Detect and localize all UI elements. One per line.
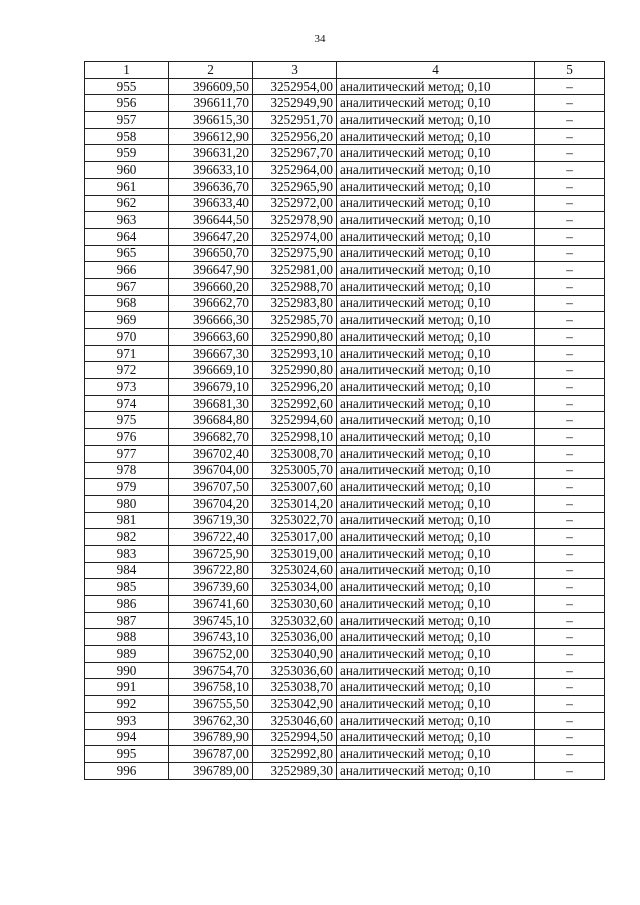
point-number-cell: 962 xyxy=(85,195,169,212)
y-coordinate-cell: 3252975,90 xyxy=(253,245,337,262)
x-coordinate-cell: 396702,40 xyxy=(169,445,253,462)
y-coordinate-cell: 3252965,90 xyxy=(253,178,337,195)
y-coordinate-cell: 3253022,70 xyxy=(253,512,337,529)
point-number-cell: 969 xyxy=(85,312,169,329)
note-cell: – xyxy=(535,746,605,763)
x-coordinate-cell: 396666,30 xyxy=(169,312,253,329)
point-number-cell: 955 xyxy=(85,78,169,95)
y-coordinate-cell: 3253036,60 xyxy=(253,662,337,679)
point-number-cell: 979 xyxy=(85,479,169,496)
point-number-cell: 960 xyxy=(85,162,169,179)
point-number-cell: 987 xyxy=(85,612,169,629)
coordinates-table xyxy=(84,61,605,780)
x-coordinate-cell: 396752,00 xyxy=(169,646,253,663)
table-row xyxy=(85,278,605,295)
y-coordinate-cell: 3252985,70 xyxy=(253,312,337,329)
point-number-cell: 982 xyxy=(85,529,169,546)
point-number-cell: 972 xyxy=(85,362,169,379)
method-accuracy-cell: аналитический метод; 0,10 xyxy=(337,612,535,629)
note-cell: – xyxy=(535,78,605,95)
y-coordinate-cell: 3253034,00 xyxy=(253,579,337,596)
method-accuracy-cell: аналитический метод; 0,10 xyxy=(337,95,535,112)
method-accuracy-cell: аналитический метод; 0,10 xyxy=(337,696,535,713)
table-body xyxy=(85,78,605,779)
table-row xyxy=(85,462,605,479)
table-row xyxy=(85,295,605,312)
note-cell: – xyxy=(535,178,605,195)
point-number-cell: 978 xyxy=(85,462,169,479)
note-cell: – xyxy=(535,762,605,779)
table-row xyxy=(85,612,605,629)
table-row xyxy=(85,162,605,179)
x-coordinate-cell: 396611,70 xyxy=(169,95,253,112)
table-row xyxy=(85,512,605,529)
x-coordinate-cell: 396722,80 xyxy=(169,562,253,579)
point-number-cell: 992 xyxy=(85,696,169,713)
point-number-cell: 964 xyxy=(85,228,169,245)
method-accuracy-cell: аналитический метод; 0,10 xyxy=(337,112,535,129)
x-coordinate-cell: 396704,20 xyxy=(169,495,253,512)
method-accuracy-cell: аналитический метод; 0,10 xyxy=(337,379,535,396)
method-accuracy-cell: аналитический метод; 0,10 xyxy=(337,195,535,212)
table-row xyxy=(85,78,605,95)
x-coordinate-cell: 396725,90 xyxy=(169,545,253,562)
point-number-cell: 991 xyxy=(85,679,169,696)
note-cell: – xyxy=(535,662,605,679)
y-coordinate-cell: 3253036,00 xyxy=(253,629,337,646)
point-number-cell: 957 xyxy=(85,112,169,129)
method-accuracy-cell: аналитический метод; 0,10 xyxy=(337,278,535,295)
point-number-cell: 961 xyxy=(85,178,169,195)
method-accuracy-cell: аналитический метод; 0,10 xyxy=(337,329,535,346)
note-cell: – xyxy=(535,345,605,362)
table-row xyxy=(85,379,605,396)
point-number-cell: 995 xyxy=(85,746,169,763)
table-row xyxy=(85,762,605,779)
method-accuracy-cell: аналитический метод; 0,10 xyxy=(337,596,535,613)
method-accuracy-cell: аналитический метод; 0,10 xyxy=(337,479,535,496)
note-cell: – xyxy=(535,562,605,579)
note-cell: – xyxy=(535,312,605,329)
x-coordinate-cell: 396612,90 xyxy=(169,128,253,145)
y-coordinate-cell: 3252951,70 xyxy=(253,112,337,129)
y-coordinate-cell: 3252964,00 xyxy=(253,162,337,179)
point-number-cell: 981 xyxy=(85,512,169,529)
y-coordinate-cell: 3253019,00 xyxy=(253,545,337,562)
method-accuracy-cell: аналитический метод; 0,10 xyxy=(337,562,535,579)
method-accuracy-cell: аналитический метод; 0,10 xyxy=(337,495,535,512)
note-cell: – xyxy=(535,462,605,479)
point-number-cell: 973 xyxy=(85,379,169,396)
y-coordinate-cell: 3252996,20 xyxy=(253,379,337,396)
y-coordinate-cell: 3252994,60 xyxy=(253,412,337,429)
note-cell: – xyxy=(535,395,605,412)
method-accuracy-cell: аналитический метод; 0,10 xyxy=(337,128,535,145)
note-cell: – xyxy=(535,329,605,346)
column-header-3: 3 xyxy=(253,62,337,79)
point-number-cell: 967 xyxy=(85,278,169,295)
y-coordinate-cell: 3253008,70 xyxy=(253,445,337,462)
x-coordinate-cell: 396704,00 xyxy=(169,462,253,479)
table-row xyxy=(85,479,605,496)
table-row xyxy=(85,362,605,379)
table-row xyxy=(85,596,605,613)
method-accuracy-cell: аналитический метод; 0,10 xyxy=(337,312,535,329)
y-coordinate-cell: 3252993,10 xyxy=(253,345,337,362)
table-row xyxy=(85,195,605,212)
note-cell: – xyxy=(535,512,605,529)
point-number-cell: 970 xyxy=(85,329,169,346)
table-row xyxy=(85,262,605,279)
note-cell: – xyxy=(535,212,605,229)
y-coordinate-cell: 3252998,10 xyxy=(253,429,337,446)
method-accuracy-cell: аналитический метод; 0,10 xyxy=(337,429,535,446)
x-coordinate-cell: 396762,30 xyxy=(169,712,253,729)
table-row xyxy=(85,729,605,746)
point-number-cell: 990 xyxy=(85,662,169,679)
y-coordinate-cell: 3252992,60 xyxy=(253,395,337,412)
x-coordinate-cell: 396754,70 xyxy=(169,662,253,679)
x-coordinate-cell: 396741,60 xyxy=(169,596,253,613)
y-coordinate-cell: 3253038,70 xyxy=(253,679,337,696)
x-coordinate-cell: 396650,70 xyxy=(169,245,253,262)
method-accuracy-cell: аналитический метод; 0,10 xyxy=(337,78,535,95)
y-coordinate-cell: 3252978,90 xyxy=(253,212,337,229)
note-cell: – xyxy=(535,162,605,179)
note-cell: – xyxy=(535,679,605,696)
table-row xyxy=(85,562,605,579)
method-accuracy-cell: аналитический метод; 0,10 xyxy=(337,712,535,729)
point-number-cell: 984 xyxy=(85,562,169,579)
x-coordinate-cell: 396745,10 xyxy=(169,612,253,629)
y-coordinate-cell: 3252994,50 xyxy=(253,729,337,746)
y-coordinate-cell: 3253005,70 xyxy=(253,462,337,479)
x-coordinate-cell: 396758,10 xyxy=(169,679,253,696)
x-coordinate-cell: 396609,50 xyxy=(169,78,253,95)
note-cell: – xyxy=(535,545,605,562)
x-coordinate-cell: 396679,10 xyxy=(169,379,253,396)
table-row xyxy=(85,412,605,429)
note-cell: – xyxy=(535,429,605,446)
table-row xyxy=(85,746,605,763)
table-row xyxy=(85,312,605,329)
method-accuracy-cell: аналитический метод; 0,10 xyxy=(337,746,535,763)
method-accuracy-cell: аналитический метод; 0,10 xyxy=(337,445,535,462)
y-coordinate-cell: 3253030,60 xyxy=(253,596,337,613)
method-accuracy-cell: аналитический метод; 0,10 xyxy=(337,629,535,646)
point-number-cell: 986 xyxy=(85,596,169,613)
x-coordinate-cell: 396755,50 xyxy=(169,696,253,713)
note-cell: – xyxy=(535,445,605,462)
table-row xyxy=(85,178,605,195)
x-coordinate-cell: 396647,90 xyxy=(169,262,253,279)
note-cell: – xyxy=(535,479,605,496)
x-coordinate-cell: 396787,00 xyxy=(169,746,253,763)
y-coordinate-cell: 3252974,00 xyxy=(253,228,337,245)
y-coordinate-cell: 3252990,80 xyxy=(253,329,337,346)
note-cell: – xyxy=(535,579,605,596)
note-cell: – xyxy=(535,278,605,295)
table-row xyxy=(85,429,605,446)
table-row xyxy=(85,228,605,245)
y-coordinate-cell: 3253042,90 xyxy=(253,696,337,713)
note-cell: – xyxy=(535,362,605,379)
note-cell: – xyxy=(535,262,605,279)
method-accuracy-cell: аналитический метод; 0,10 xyxy=(337,178,535,195)
y-coordinate-cell: 3252949,90 xyxy=(253,95,337,112)
y-coordinate-cell: 3253014,20 xyxy=(253,495,337,512)
table-row xyxy=(85,128,605,145)
x-coordinate-cell: 396644,50 xyxy=(169,212,253,229)
x-coordinate-cell: 396669,10 xyxy=(169,362,253,379)
note-cell: – xyxy=(535,612,605,629)
y-coordinate-cell: 3252990,80 xyxy=(253,362,337,379)
method-accuracy-cell: аналитический метод; 0,10 xyxy=(337,646,535,663)
x-coordinate-cell: 396789,90 xyxy=(169,729,253,746)
y-coordinate-cell: 3253007,60 xyxy=(253,479,337,496)
point-number-cell: 977 xyxy=(85,445,169,462)
method-accuracy-cell: аналитический метод; 0,10 xyxy=(337,462,535,479)
point-number-cell: 958 xyxy=(85,128,169,145)
point-number-cell: 989 xyxy=(85,646,169,663)
table-row xyxy=(85,245,605,262)
note-cell: – xyxy=(535,112,605,129)
x-coordinate-cell: 396739,60 xyxy=(169,579,253,596)
y-coordinate-cell: 3252992,80 xyxy=(253,746,337,763)
point-number-cell: 963 xyxy=(85,212,169,229)
point-number-cell: 971 xyxy=(85,345,169,362)
y-coordinate-cell: 3252972,00 xyxy=(253,195,337,212)
point-number-cell: 968 xyxy=(85,295,169,312)
y-coordinate-cell: 3252988,70 xyxy=(253,278,337,295)
x-coordinate-cell: 396719,30 xyxy=(169,512,253,529)
method-accuracy-cell: аналитический метод; 0,10 xyxy=(337,512,535,529)
note-cell: – xyxy=(535,712,605,729)
point-number-cell: 956 xyxy=(85,95,169,112)
table-row xyxy=(85,212,605,229)
table-row xyxy=(85,112,605,129)
method-accuracy-cell: аналитический метод; 0,10 xyxy=(337,228,535,245)
note-cell: – xyxy=(535,95,605,112)
x-coordinate-cell: 396633,40 xyxy=(169,195,253,212)
note-cell: – xyxy=(535,295,605,312)
point-number-cell: 993 xyxy=(85,712,169,729)
table-row xyxy=(85,545,605,562)
x-coordinate-cell: 396663,60 xyxy=(169,329,253,346)
method-accuracy-cell: аналитический метод; 0,10 xyxy=(337,145,535,162)
x-coordinate-cell: 396660,20 xyxy=(169,278,253,295)
method-accuracy-cell: аналитический метод; 0,10 xyxy=(337,395,535,412)
x-coordinate-cell: 396615,30 xyxy=(169,112,253,129)
point-number-cell: 959 xyxy=(85,145,169,162)
note-cell: – xyxy=(535,529,605,546)
table-row xyxy=(85,445,605,462)
method-accuracy-cell: аналитический метод; 0,10 xyxy=(337,579,535,596)
point-number-cell: 974 xyxy=(85,395,169,412)
y-coordinate-cell: 3253032,60 xyxy=(253,612,337,629)
method-accuracy-cell: аналитический метод; 0,10 xyxy=(337,412,535,429)
column-header-5: 5 xyxy=(535,62,605,79)
method-accuracy-cell: аналитический метод; 0,10 xyxy=(337,162,535,179)
x-coordinate-cell: 396633,10 xyxy=(169,162,253,179)
table-row xyxy=(85,495,605,512)
x-coordinate-cell: 396667,30 xyxy=(169,345,253,362)
note-cell: – xyxy=(535,379,605,396)
point-number-cell: 976 xyxy=(85,429,169,446)
note-cell: – xyxy=(535,145,605,162)
method-accuracy-cell: аналитический метод; 0,10 xyxy=(337,762,535,779)
table-row xyxy=(85,662,605,679)
x-coordinate-cell: 396662,70 xyxy=(169,295,253,312)
y-coordinate-cell: 3253040,90 xyxy=(253,646,337,663)
x-coordinate-cell: 396707,50 xyxy=(169,479,253,496)
method-accuracy-cell: аналитический метод; 0,10 xyxy=(337,545,535,562)
point-number-cell: 983 xyxy=(85,545,169,562)
x-coordinate-cell: 396681,30 xyxy=(169,395,253,412)
method-accuracy-cell: аналитический метод; 0,10 xyxy=(337,295,535,312)
note-cell: – xyxy=(535,696,605,713)
note-cell: – xyxy=(535,412,605,429)
x-coordinate-cell: 396682,70 xyxy=(169,429,253,446)
method-accuracy-cell: аналитический метод; 0,10 xyxy=(337,729,535,746)
table-row xyxy=(85,696,605,713)
table-row xyxy=(85,712,605,729)
point-number-cell: 985 xyxy=(85,579,169,596)
point-number-cell: 980 xyxy=(85,495,169,512)
table-row xyxy=(85,629,605,646)
note-cell: – xyxy=(535,596,605,613)
y-coordinate-cell: 3252954,00 xyxy=(253,78,337,95)
table-row xyxy=(85,95,605,112)
y-coordinate-cell: 3252989,30 xyxy=(253,762,337,779)
method-accuracy-cell: аналитический метод; 0,10 xyxy=(337,245,535,262)
y-coordinate-cell: 3253017,00 xyxy=(253,529,337,546)
x-coordinate-cell: 396647,20 xyxy=(169,228,253,245)
table-row xyxy=(85,579,605,596)
note-cell: – xyxy=(535,629,605,646)
y-coordinate-cell: 3252983,80 xyxy=(253,295,337,312)
x-coordinate-cell: 396631,20 xyxy=(169,145,253,162)
note-cell: – xyxy=(535,128,605,145)
table-row xyxy=(85,646,605,663)
table-row xyxy=(85,679,605,696)
note-cell: – xyxy=(535,495,605,512)
table-row xyxy=(85,395,605,412)
method-accuracy-cell: аналитический метод; 0,10 xyxy=(337,679,535,696)
y-coordinate-cell: 3253046,60 xyxy=(253,712,337,729)
table-row xyxy=(85,145,605,162)
table-header xyxy=(85,62,605,79)
x-coordinate-cell: 396636,70 xyxy=(169,178,253,195)
point-number-cell: 965 xyxy=(85,245,169,262)
x-coordinate-cell: 396789,00 xyxy=(169,762,253,779)
method-accuracy-cell: аналитический метод; 0,10 xyxy=(337,362,535,379)
column-header-1: 1 xyxy=(85,62,169,79)
point-number-cell: 988 xyxy=(85,629,169,646)
note-cell: – xyxy=(535,729,605,746)
table-row xyxy=(85,529,605,546)
method-accuracy-cell: аналитический метод; 0,10 xyxy=(337,345,535,362)
method-accuracy-cell: аналитический метод; 0,10 xyxy=(337,529,535,546)
x-coordinate-cell: 396722,40 xyxy=(169,529,253,546)
table-row xyxy=(85,329,605,346)
note-cell: – xyxy=(535,228,605,245)
point-number-cell: 996 xyxy=(85,762,169,779)
column-header-4: 4 xyxy=(337,62,535,79)
method-accuracy-cell: аналитический метод; 0,10 xyxy=(337,262,535,279)
header-row xyxy=(85,62,605,79)
y-coordinate-cell: 3252981,00 xyxy=(253,262,337,279)
x-coordinate-cell: 396743,10 xyxy=(169,629,253,646)
x-coordinate-cell: 396684,80 xyxy=(169,412,253,429)
point-number-cell: 994 xyxy=(85,729,169,746)
note-cell: – xyxy=(535,195,605,212)
y-coordinate-cell: 3252956,20 xyxy=(253,128,337,145)
y-coordinate-cell: 3252967,70 xyxy=(253,145,337,162)
point-number-cell: 966 xyxy=(85,262,169,279)
method-accuracy-cell: аналитический метод; 0,10 xyxy=(337,662,535,679)
method-accuracy-cell: аналитический метод; 0,10 xyxy=(337,212,535,229)
column-header-2: 2 xyxy=(169,62,253,79)
note-cell: – xyxy=(535,245,605,262)
note-cell: – xyxy=(535,646,605,663)
y-coordinate-cell: 3253024,60 xyxy=(253,562,337,579)
page-number: 34 xyxy=(314,33,326,45)
point-number-cell: 975 xyxy=(85,412,169,429)
table-row xyxy=(85,345,605,362)
